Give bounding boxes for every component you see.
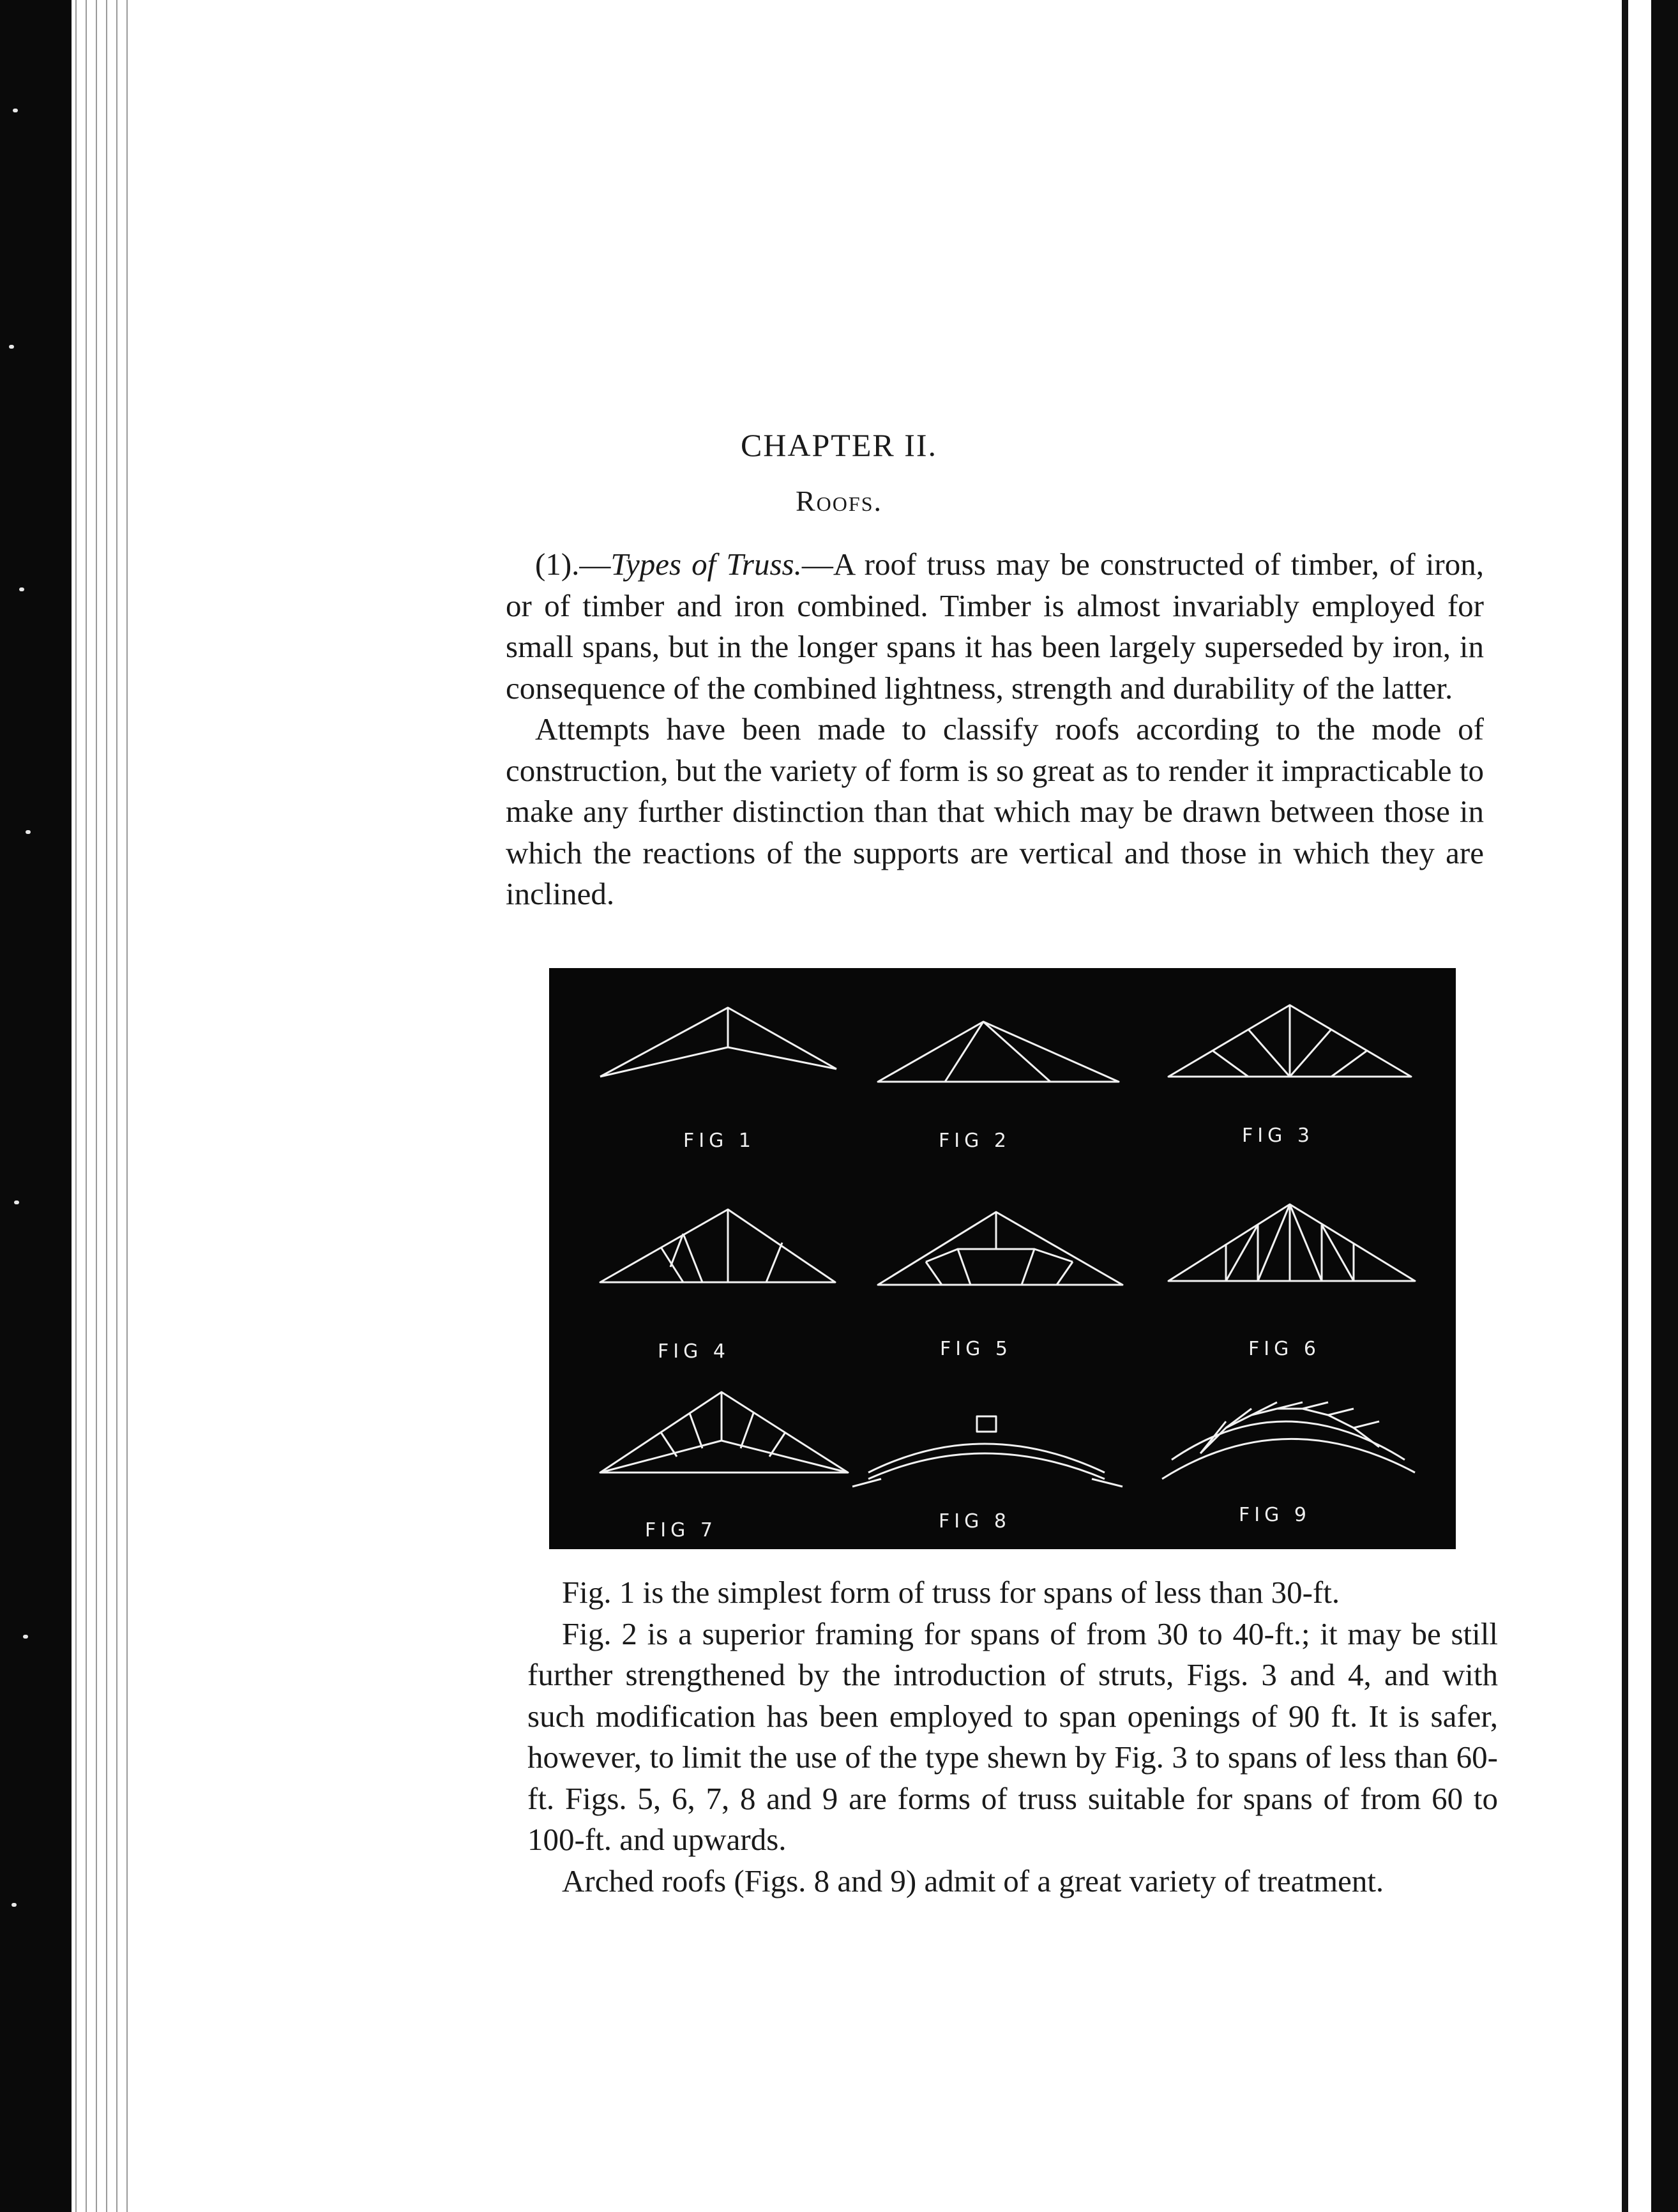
truss-fig-1 (600, 1008, 836, 1077)
paragraph-body: —A roof truss may be constructed of timber, of iron, or of timber and iron combined. Timber is almost invariably employed for small spans, but in the longer spans it has been largely superseded by iron, in consequence of the combined lightness, strength and durability of the latter. (506, 547, 1484, 706)
paragraph-classification: Attempts have been made to classify roofs according to the mode of construction, but the variety of form is so great as to render it impracticable to make any further distinction than that which may be drawn between those in which the reactions of the supports are vertical and those in which they are inclined. (506, 711, 1484, 911)
fig-label-9: FIG 9 (1239, 1504, 1311, 1526)
intro-text (506, 544, 1484, 915)
section-title: Roofs. (796, 485, 882, 517)
truss-fig-2 (878, 1022, 1119, 1082)
truss-fig-7 (600, 1392, 848, 1473)
fig-label-6: FIG 6 (1248, 1338, 1320, 1360)
fig-label-5: FIG 5 (940, 1338, 1012, 1360)
paragraph-number: (1).— (535, 547, 611, 582)
truss-fig-8 (852, 1416, 1122, 1487)
figure-description-text (527, 1572, 1498, 1902)
truss-fig-4 (600, 1209, 835, 1282)
chapter-title: CHAPTER II. (740, 427, 938, 463)
truss-diagrams (549, 968, 1456, 1549)
truss-fig-5 (878, 1212, 1122, 1285)
fig-label-8: FIG 8 (939, 1510, 1011, 1533)
scan-left-edge (0, 0, 72, 2212)
fig-label-7: FIG 7 (645, 1519, 717, 1542)
fig-label-3: FIG 3 (1242, 1125, 1314, 1147)
truss-fig-3 (1168, 1005, 1411, 1077)
paragraph-heading: Types of Truss. (610, 547, 802, 582)
truss-figure-plate (549, 968, 1456, 1549)
fig-label-4: FIG 4 (658, 1340, 730, 1363)
scan-right-edge (1596, 0, 1678, 2212)
paragraph-types-of-truss (506, 544, 1484, 709)
paragraph-arched-roofs: Arched roofs (Figs. 8 and 9) admit of a great variety of treatment. (562, 1863, 1384, 1898)
paragraph-fig-1: Fig. 1 is the simplest form of truss for spans of less than 30-ft. (562, 1575, 1340, 1610)
fig-label-1: FIG 1 (683, 1130, 755, 1152)
truss-fig-6 (1168, 1204, 1415, 1281)
fig-label-2: FIG 2 (939, 1130, 1011, 1152)
paragraph-fig-2: Fig. 2 is a superior framing for spans of from 30 to 40-ft.; it may be still further strengthened by the introduction of struts, Figs. 3 and 4, and with such modification has been employed to span openings of 90 ft. It is safer, however, to limit the use of the type shewn by Fig. 3 to spans of less than 60-ft. Figs. 5, 6, 7, 8 and 9 are forms of truss suitable for spans of from 60 to 100-ft. and upwards. (527, 1616, 1498, 1857)
truss-fig-9 (1162, 1402, 1415, 1479)
page-stack-edges (72, 0, 148, 2212)
